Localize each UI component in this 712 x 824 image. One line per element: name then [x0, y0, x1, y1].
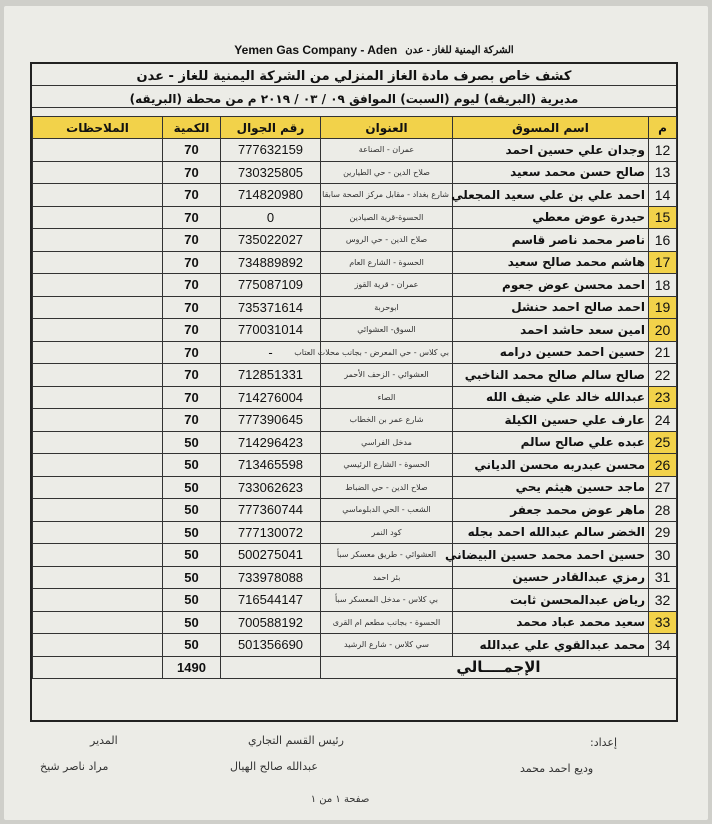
row-phone: 735371614: [221, 296, 321, 319]
row-phone: 714296423: [221, 431, 321, 454]
table-row: [33, 274, 677, 297]
row-notes: [33, 454, 163, 477]
total-spacer: [221, 656, 321, 678]
prepared-name: وديع احمد محمد: [520, 762, 594, 775]
row-qty: 70: [163, 364, 221, 387]
row-notes: [33, 274, 163, 297]
row-name: حسين احمد حسين درامه: [453, 341, 649, 364]
row-name: حسين احمد محمد حسين البيضاني: [453, 544, 649, 567]
col-header-qty: الكمية: [163, 117, 221, 139]
row-notes: [33, 386, 163, 409]
row-qty: 70: [163, 386, 221, 409]
row-index: 21: [649, 341, 677, 364]
total-value: 1490: [163, 656, 221, 678]
row-name: وجدان علي حسين احمد: [453, 139, 649, 162]
col-header-name: اسم المسوق: [453, 117, 649, 139]
col-header-index: م: [649, 117, 677, 139]
row-qty: 50: [163, 566, 221, 589]
table-row: [33, 476, 677, 499]
row-name: ماجد حسين هيثم يحي: [453, 476, 649, 499]
prepared-label: إعداد:: [590, 736, 618, 749]
table-row: [33, 431, 677, 454]
row-name: عبدالله خالد علي ضيف الله: [453, 386, 649, 409]
row-name: احمد علي بن علي سعيد المجعلي: [453, 184, 649, 207]
row-index: 25: [649, 431, 677, 454]
company-header: [184, 40, 564, 60]
col-header-notes: الملاحظات: [33, 117, 163, 139]
row-name: محمد عبدالقوي علي عبدالله: [453, 634, 649, 657]
row-qty: 50: [163, 454, 221, 477]
row-index: 29: [649, 521, 677, 544]
row-phone: 700588192: [221, 611, 321, 634]
row-name: امين سعد حاشد احمد: [453, 319, 649, 342]
row-address: سي كلاس - شارع الرشيد: [321, 634, 453, 657]
row-qty: 50: [163, 521, 221, 544]
table-row: [33, 386, 677, 409]
row-address: بئر احمد: [321, 566, 453, 589]
row-qty: 70: [163, 341, 221, 364]
row-address: صلاح الدين - حي الضباط: [321, 476, 453, 499]
row-qty: 70: [163, 161, 221, 184]
table-row: [33, 319, 677, 342]
row-name: عبده علي صالح سالم: [453, 431, 649, 454]
row-notes: [33, 319, 163, 342]
row-address: كود النمر: [321, 521, 453, 544]
row-address: الحسوة-قرية الصيادين: [321, 206, 453, 229]
row-phone: 500275041: [221, 544, 321, 567]
table-row: [33, 364, 677, 387]
row-index: 16: [649, 229, 677, 252]
row-address: العشوائي - طريق معسكر سبأ: [321, 544, 453, 567]
table-row: [33, 589, 677, 612]
row-qty: 70: [163, 251, 221, 274]
row-phone: 713465598: [221, 454, 321, 477]
row-address: عمران - قرية القوز: [321, 274, 453, 297]
row-notes: [33, 566, 163, 589]
row-qty: 50: [163, 431, 221, 454]
total-label: الإجمــــالي: [321, 656, 677, 678]
table-row: [33, 499, 677, 522]
sheet-subtitle: مديرية (البريقه) ليوم (السبت) الموافق ٠٩ / ٠٣ / ٢٠١٩ م من محطة (البريقه): [32, 90, 676, 108]
row-index: 14: [649, 184, 677, 207]
row-qty: 50: [163, 589, 221, 612]
row-qty: 50: [163, 611, 221, 634]
distribution-sheet: [30, 62, 678, 722]
row-address: عمران - الصناعة: [321, 139, 453, 162]
row-notes: [33, 634, 163, 657]
row-phone: 777130072: [221, 521, 321, 544]
row-qty: 70: [163, 409, 221, 432]
table-row: [33, 544, 677, 567]
row-index: 31: [649, 566, 677, 589]
table-row: [33, 184, 677, 207]
row-notes: [33, 589, 163, 612]
row-phone: 770031014: [221, 319, 321, 342]
row-name: رمزي عبدالقادر حسين: [453, 566, 649, 589]
row-address: مدخل الفراسي: [321, 431, 453, 454]
table-row: [33, 566, 677, 589]
row-phone: 735022027: [221, 229, 321, 252]
row-notes: [33, 431, 163, 454]
commercial-head-title: رئيس القسم التجاري: [248, 734, 344, 747]
row-notes: [33, 296, 163, 319]
table-row: [33, 611, 677, 634]
table-row: [33, 454, 677, 477]
table-row: [33, 229, 677, 252]
row-phone: 0: [221, 206, 321, 229]
row-phone: 714820980: [221, 184, 321, 207]
table-row: [33, 296, 677, 319]
row-phone: 712851331: [221, 364, 321, 387]
total-notes: [33, 656, 163, 678]
row-phone: 733062623: [221, 476, 321, 499]
row-address: الصاء: [321, 386, 453, 409]
row-address: الشعب - الحي الدبلوماسي: [321, 499, 453, 522]
row-notes: [33, 139, 163, 162]
table-row: [33, 139, 677, 162]
row-address: الحسوة - الشارع الرئيسي: [321, 454, 453, 477]
row-phone: 501356690: [221, 634, 321, 657]
row-address: بي كلاس - مدخل المعسكر سبأ: [321, 589, 453, 612]
row-qty: 50: [163, 544, 221, 567]
table-row: [33, 409, 677, 432]
total-row: [33, 656, 677, 678]
row-phone: 716544147: [221, 589, 321, 612]
row-address: صلاح الدين - حي الروس: [321, 229, 453, 252]
sheet-title: كشف خاص بصرف مادة الغاز المنزلي من الشركة اليمنية للغاز - عدن: [32, 68, 676, 86]
row-notes: [33, 206, 163, 229]
row-notes: [33, 161, 163, 184]
row-address: الحسوة - بجانب مطعم ام القرى: [321, 611, 453, 634]
row-address: شارع بغداد - مقابل مركز الصحة سابقا: [321, 184, 453, 207]
row-name: عارف علي حسين الكيلة: [453, 409, 649, 432]
row-index: 24: [649, 409, 677, 432]
marketers-table: [32, 116, 677, 679]
row-name: محسن عبدربه محسن الدياني: [453, 454, 649, 477]
company-name-arabic: الشركة اليمنية للغاز - عدن: [405, 44, 514, 56]
commercial-head-name: عبدالله صالح الهيال: [230, 760, 318, 773]
row-notes: [33, 229, 163, 252]
page-number: صفحة ١ من ١: [310, 794, 370, 805]
row-index: 12: [649, 139, 677, 162]
row-name: ناصر محمد ناصر قاسم: [453, 229, 649, 252]
table-body: [33, 139, 677, 657]
row-qty: 70: [163, 229, 221, 252]
row-qty: 70: [163, 319, 221, 342]
company-name-english: Yemen Gas Company - Aden: [234, 43, 398, 57]
row-name: صالح حسن محمد سعيد: [453, 161, 649, 184]
row-notes: [33, 521, 163, 544]
row-notes: [33, 544, 163, 567]
row-phone: 734889892: [221, 251, 321, 274]
row-name: رياض عبدالمحسن ثابت: [453, 589, 649, 612]
director-title: المدير: [90, 734, 118, 747]
row-notes: [33, 251, 163, 274]
table-row: [33, 521, 677, 544]
row-name: الخضر سالم عبدالله احمد بجله: [453, 521, 649, 544]
row-index: 19: [649, 296, 677, 319]
row-index: 13: [649, 161, 677, 184]
row-address: بي كلاس - حي المعرض - بجانب محلات العتاب: [321, 341, 453, 364]
row-phone: 777632159: [221, 139, 321, 162]
row-index: 32: [649, 589, 677, 612]
row-index: 28: [649, 499, 677, 522]
row-index: 34: [649, 634, 677, 657]
row-qty: 70: [163, 184, 221, 207]
row-phone: 777390645: [221, 409, 321, 432]
table-row: [33, 251, 677, 274]
row-notes: [33, 499, 163, 522]
row-address: العشوائي - الزحف الأحمر: [321, 364, 453, 387]
row-qty: 70: [163, 296, 221, 319]
row-index: 26: [649, 454, 677, 477]
row-address: شارع عمر بن الخطاب: [321, 409, 453, 432]
row-index: 15: [649, 206, 677, 229]
table-row: [33, 206, 677, 229]
row-notes: [33, 184, 163, 207]
row-notes: [33, 409, 163, 432]
col-header-phone: رقم الجوال: [221, 117, 321, 139]
row-qty: 50: [163, 499, 221, 522]
row-address: صلاح الدين - حي الطيارين: [321, 161, 453, 184]
row-phone: 714276004: [221, 386, 321, 409]
row-phone: -: [221, 341, 321, 364]
row-index: 22: [649, 364, 677, 387]
row-index: 17: [649, 251, 677, 274]
row-address: ابوحربة: [321, 296, 453, 319]
row-index: 30: [649, 544, 677, 567]
table-header-row: [33, 117, 677, 139]
row-index: 20: [649, 319, 677, 342]
row-phone: 730325805: [221, 161, 321, 184]
row-name: هاشم محمد صالح سعيد: [453, 251, 649, 274]
row-notes: [33, 611, 163, 634]
row-name: سعيد محمد عباد محمد: [453, 611, 649, 634]
director-name: مراد ناصر شيخ: [40, 760, 109, 773]
row-name: احمد صالح احمد حنشل: [453, 296, 649, 319]
row-phone: 775087109: [221, 274, 321, 297]
row-phone: 777360744: [221, 499, 321, 522]
row-notes: [33, 476, 163, 499]
row-index: 33: [649, 611, 677, 634]
row-name: صالح سالم صالح محمد الناخبي: [453, 364, 649, 387]
row-phone: 733978088: [221, 566, 321, 589]
row-index: 18: [649, 274, 677, 297]
row-qty: 50: [163, 476, 221, 499]
row-address: السوق- العشوائي: [321, 319, 453, 342]
row-name: ماهر عوض محمد جعفر: [453, 499, 649, 522]
row-index: 23: [649, 386, 677, 409]
row-name: احمد محسن عوض جعوم: [453, 274, 649, 297]
row-notes: [33, 364, 163, 387]
row-address: الحسوة - الشارع العام: [321, 251, 453, 274]
row-qty: 70: [163, 274, 221, 297]
row-name: حيدرة عوض معطي: [453, 206, 649, 229]
row-notes: [33, 341, 163, 364]
table-row: [33, 161, 677, 184]
row-index: 27: [649, 476, 677, 499]
row-qty: 70: [163, 139, 221, 162]
table-row: [33, 341, 677, 364]
row-qty: 50: [163, 634, 221, 657]
col-header-address: العنوان: [321, 117, 453, 139]
table-row: [33, 634, 677, 657]
row-qty: 70: [163, 206, 221, 229]
